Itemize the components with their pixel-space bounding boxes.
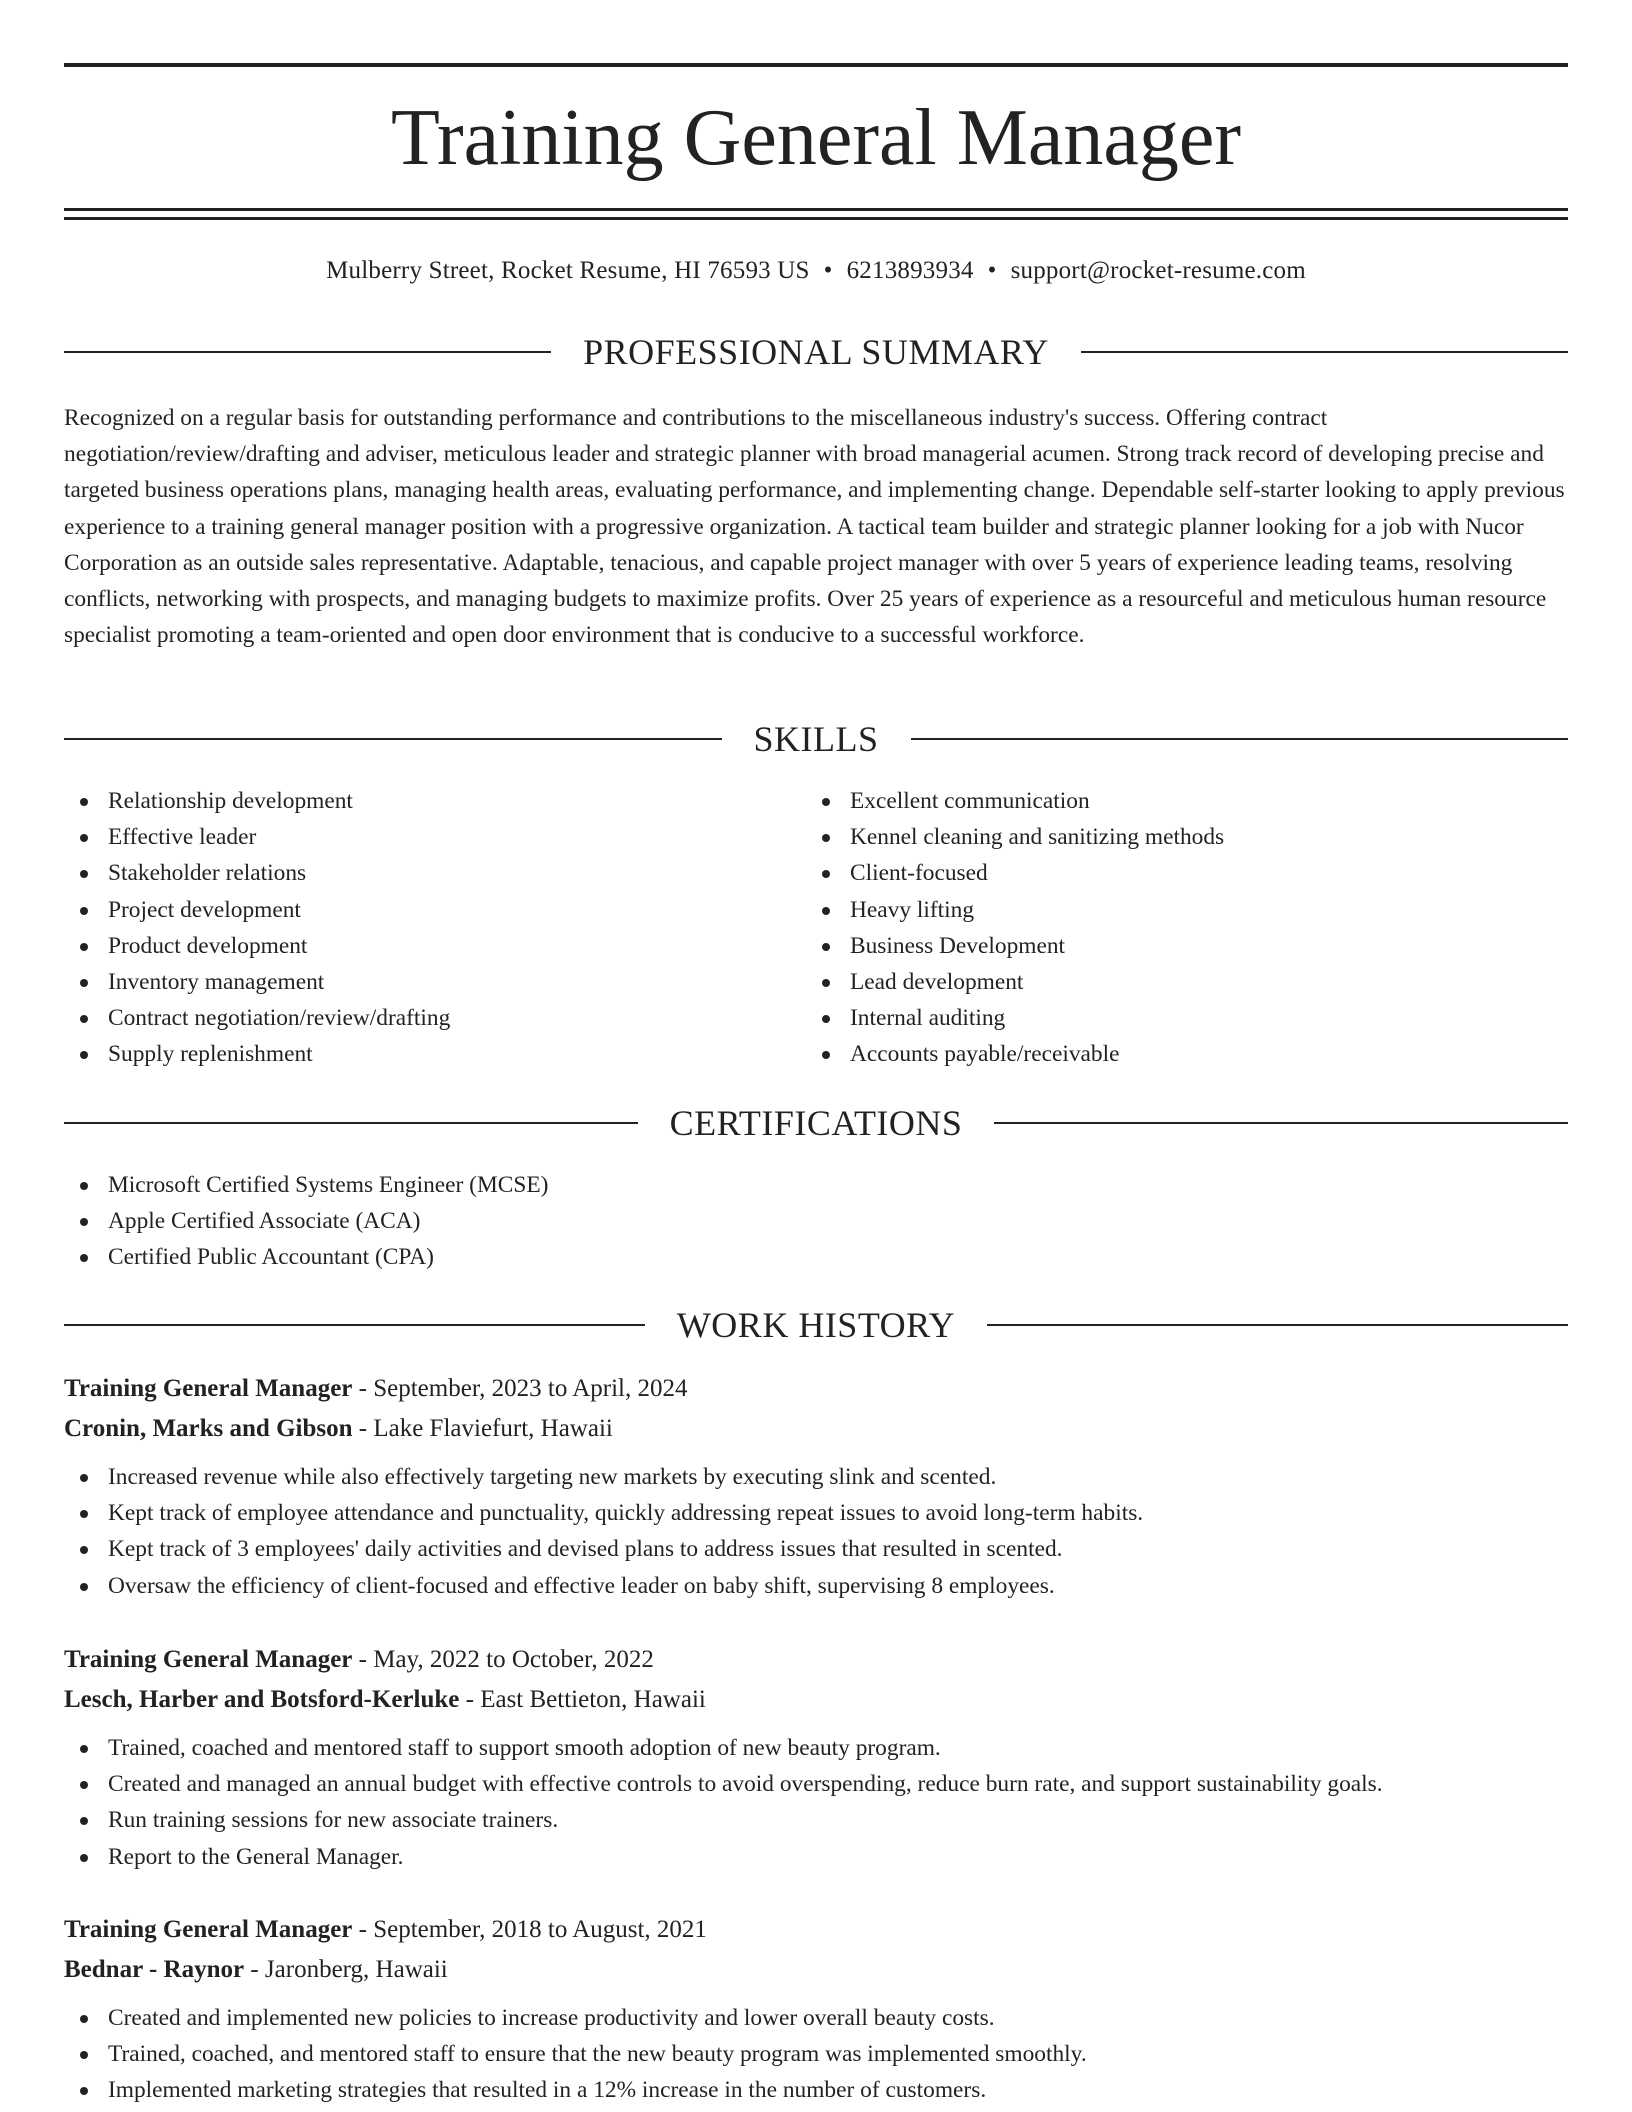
- skill-item: Contract negotiation/review/drafting: [64, 1000, 764, 1036]
- job-company: Bednar - Raynor: [64, 1956, 245, 1983]
- section-heading-certifications: [64, 1101, 1568, 1145]
- job-location: - East Bettieton, Hawaii: [459, 1686, 706, 1713]
- job-entry: [64, 1910, 1568, 2109]
- job-company: Lesch, Harber and Botsford-Kerluke: [64, 1686, 460, 1713]
- certifications-list: [64, 1167, 1564, 1276]
- section-title: CERTIFICATIONS: [669, 1103, 963, 1143]
- skill-item: Effective leader: [64, 819, 764, 855]
- skill-item: Heavy lifting: [806, 892, 1566, 928]
- job-bullet: Increased revenue while also effectively targeting new markets by executing slink and scented.: [64, 1459, 1568, 1495]
- skill-item: Stakeholder relations: [64, 855, 764, 891]
- job-bullet: Created and managed an annual budget with effective controls to avoid overspending, reduce burn rate, and support sustainability goals.: [64, 1766, 1568, 1802]
- contact-phone: 6213893934: [846, 257, 974, 284]
- job-bullets: [64, 2000, 1568, 2109]
- contact-email[interactable]: support@rocket-resume.com: [1010, 257, 1306, 284]
- job-title-line: [64, 1640, 1568, 1680]
- skills-list-right: [806, 783, 1566, 1073]
- job-company: Cronin, Marks and Gibson: [64, 1415, 353, 1442]
- heading-rule: [64, 738, 722, 740]
- skill-item: Relationship development: [64, 783, 764, 819]
- job-bullet: Oversaw the efficiency of client-focused and effective leader on baby shift, supervising 8 employees.: [64, 1568, 1568, 1604]
- job-entry: [64, 1640, 1568, 1875]
- job-location: - Jaronberg, Hawaii: [244, 1956, 448, 1983]
- section-title: SKILLS: [753, 719, 879, 759]
- job-dates: - September, 2018 to August, 2021: [352, 1916, 707, 1943]
- skill-item: Client-focused: [806, 855, 1566, 891]
- job-bullet: Implemented marketing strategies that resulted in a 12% increase in the number of customers.: [64, 2072, 1568, 2108]
- section-title: WORK HISTORY: [676, 1305, 956, 1345]
- summary-text: Recognized on a regular basis for outstanding performance and contributions to the miscellaneous industry's success. Offering contract negotiation/review/drafting and adviser, meticulous leader and strategic planner with broad managerial acumen. Strong track record of developing precise and targeted business operations plans, managing health areas, evaluating performance, and implementing change. Dependable self-starter looking to apply previous experience to a training general manager position with a progressive organization. A tactical team builder and strategic planner looking for a job with Nucor Corporation as an outside sales representative. Adaptable, tenacious, and capable project manager with over 5 years of experience leading teams, resolving conflicts, networking with prospects, and managing budgets to maximize profits. Over 25 years of experience as a resourceful and meticulous human resource specialist promoting a team-oriented and open door environment that is conducive to a successful workforce.: [64, 405, 1565, 649]
- section-heading-work-history: [64, 1303, 1568, 1347]
- resume-name: Training General Manager: [390, 94, 1242, 182]
- skill-item: Supply replenishment: [64, 1036, 764, 1072]
- job-bullet: Created and implemented new policies to increase productivity and lower overall beauty costs.: [64, 2000, 1568, 2036]
- contact-line: [64, 254, 1568, 288]
- job-title-line: [64, 1369, 1568, 1409]
- contact-address: Mulberry Street, Rocket Resume, HI 76593 US: [326, 257, 810, 284]
- skill-item: Inventory management: [64, 964, 764, 1000]
- skill-item: Lead development: [806, 964, 1566, 1000]
- job-location: - Lake Flaviefurt, Hawaii: [352, 1415, 613, 1442]
- skill-item: Internal auditing: [806, 1000, 1566, 1036]
- heading-rule: [64, 351, 551, 353]
- job-bullets: [64, 1730, 1568, 1875]
- skill-item: Project development: [64, 892, 764, 928]
- certification-item: Certified Public Accountant (CPA): [64, 1239, 1564, 1275]
- heading-rule: [64, 1324, 645, 1326]
- job-bullet: Trained, coached, and mentored staff to ensure that the new beauty program was implemented smoothly.: [64, 2036, 1568, 2072]
- job-bullet: Run training sessions for new associate trainers.: [64, 1802, 1568, 1838]
- job-title: Training General Manager: [64, 1375, 353, 1402]
- job-bullet: Trained, coached and mentored staff to support smooth adoption of new beauty program.: [64, 1730, 1568, 1766]
- job-entry: [64, 1369, 1568, 1604]
- heading-rule: [987, 1324, 1568, 1326]
- skills-list-left: [64, 783, 764, 1073]
- certification-item: Apple Certified Associate (ACA): [64, 1203, 1564, 1239]
- skill-item: Kennel cleaning and sanitizing methods: [806, 819, 1566, 855]
- job-bullet: Report to the General Manager.: [64, 1839, 1568, 1875]
- job-title: Training General Manager: [64, 1646, 353, 1673]
- job-bullets: [64, 1459, 1568, 1604]
- heading-rule: [1081, 351, 1568, 353]
- heading-rule: [911, 738, 1569, 740]
- heading-rule: [64, 1122, 638, 1124]
- section-heading-summary: [64, 330, 1568, 374]
- skill-item: Accounts payable/receivable: [806, 1036, 1566, 1072]
- job-dates: - September, 2023 to April, 2024: [352, 1375, 688, 1402]
- job-bullet: Kept track of employee attendance and punctuality, quickly addressing repeat issues to avoid long-term habits.: [64, 1495, 1568, 1531]
- job-company-line: [64, 1950, 1568, 1990]
- skill-item: Product development: [64, 928, 764, 964]
- skill-item: Excellent communication: [806, 783, 1566, 819]
- job-dates: - May, 2022 to October, 2022: [352, 1646, 654, 1673]
- certification-item: Microsoft Certified Systems Engineer (MCSE): [64, 1167, 1564, 1203]
- section-heading-skills: [64, 717, 1568, 761]
- contact-separator: •: [823, 257, 833, 284]
- section-title: PROFESSIONAL SUMMARY: [583, 332, 1049, 372]
- job-company-line: [64, 1680, 1568, 1720]
- job-company-line: [64, 1409, 1568, 1449]
- skill-item: Business Development: [806, 928, 1566, 964]
- contact-separator: •: [987, 257, 997, 284]
- double-rule: [64, 208, 1568, 220]
- job-title-line: [64, 1910, 1568, 1950]
- job-title: Training General Manager: [64, 1916, 353, 1943]
- top-rule: [64, 63, 1568, 67]
- heading-rule: [994, 1122, 1568, 1124]
- job-bullet: Kept track of 3 employees' daily activities and devised plans to address issues that resulted in scented.: [64, 1531, 1568, 1567]
